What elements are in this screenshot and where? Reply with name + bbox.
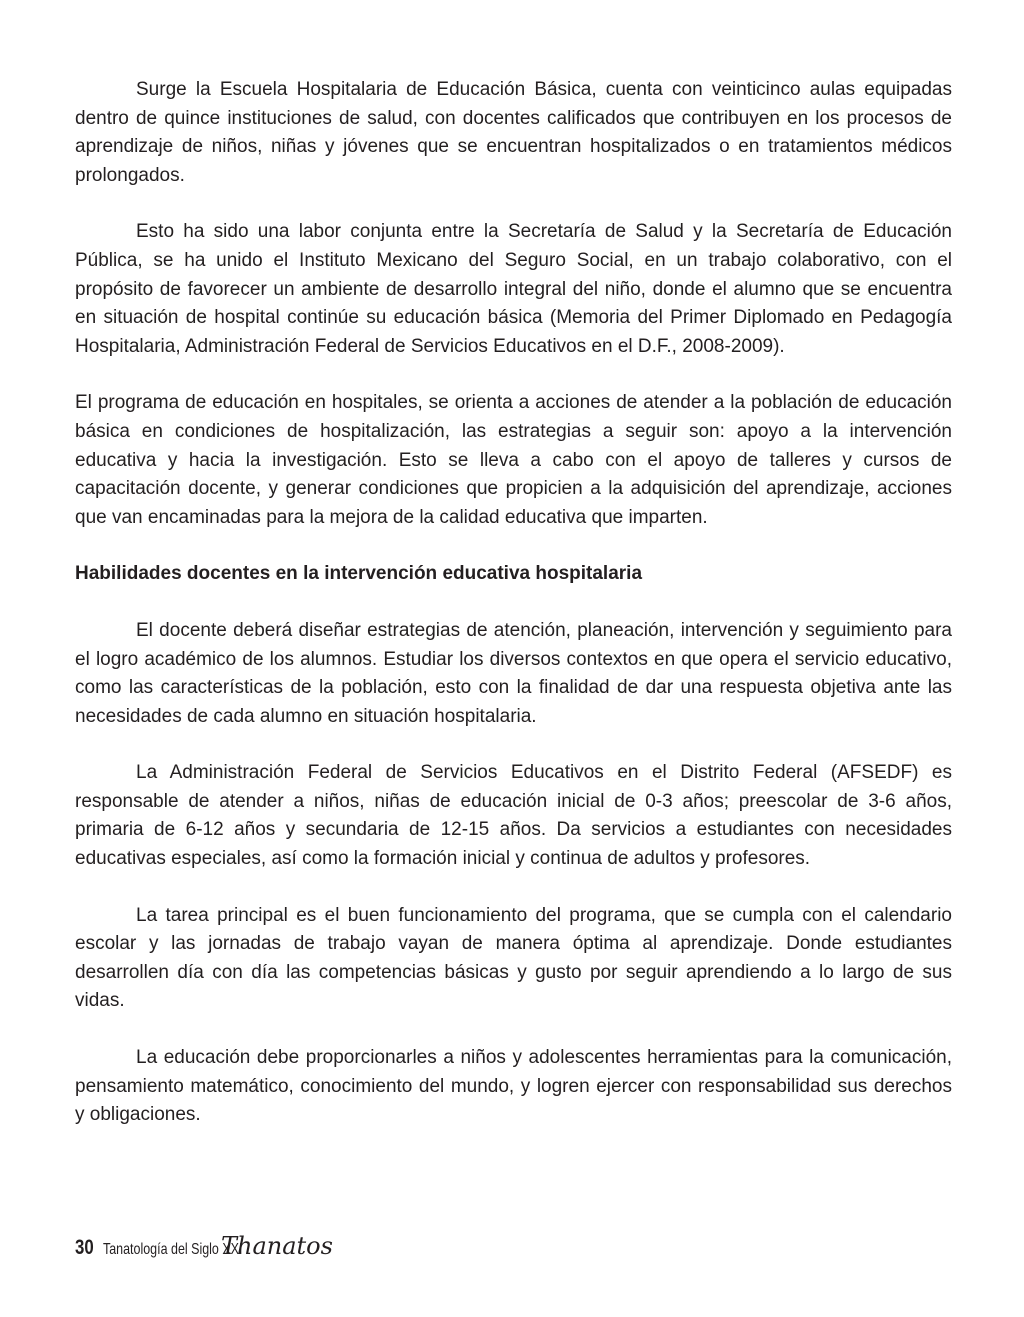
thanatos-logo: Thanatos bbox=[221, 1232, 333, 1260]
paragraph-labor-conjunta: Esto ha sido una labor conjunta entre la Secretaría de Salud y la Secretaría de Educación Pública, se ha unido el Instituto Mexicano del Seguro Social, en un trabajo colaborativo, con el propósito de favorecer un ambiente de desarrollo integral del niño, donde el alumno que se encuentra en situación de hospital continúe su educación básica (Memoria del Primer Diplomado en Pedagogía Hospitalaria, Administración Federal de Servicios Educativos en el D.F., 2008-2009). bbox=[75, 221, 952, 357]
paragraph-escuela-hospitalaria: Surge la Escuela Hospitalaria de Educación Básica, cuenta con veinticinco aulas equipadas dentro de quince instituciones de salud, con docentes calificados que contribuyen en los procesos de aprendizaje de niños, niñas y jóvenes que se encuentran hospitalizados o en tratamientos médicos prolongados. bbox=[75, 79, 952, 186]
page-number: 30 bbox=[75, 1236, 94, 1259]
paragraph-educacion-herramientas: La educación debe proporcionarles a niños y adolescentes herramientas para la comunicación, pensamiento matemático, conocimiento del mundo, y logren ejercer con responsabilidad sus derechos y obligaciones. bbox=[75, 1047, 952, 1126]
page-footer bbox=[75, 1232, 333, 1272]
section-heading: Habilidades docentes en la intervención educativa hospitalaria bbox=[75, 563, 643, 585]
paragraph-afsedf: La Administración Federal de Servicios Educativos en el Distrito Federal (AFSEDF) es responsable de atender a niños, niñas de educación inicial de 0-3 años; preescolar de 3-6 años, primaria de 6-12 años y secundaria de 12-15 años. Da servicios a estudiantes con necesidades educativas especiales, así como la formación inicial y continua de adultos y profesores. bbox=[75, 762, 952, 870]
page-body bbox=[75, 76, 952, 1158]
journal-name: Tanatología del Siglo XXI bbox=[103, 1241, 243, 1258]
paragraph-docente-estrategias: El docente deberá diseñar estrategias de atención, planeación, intervención y seguimiento para el logro académico de los alumnos. Estudiar los diversos contextos en que opera el servicio educativo, como las características de la población, esto con la finalidad de dar una respuesta objetiva ante las necesidades de cada alumno en situación hospitalaria. bbox=[75, 619, 952, 727]
paragraph-tarea-principal: La tarea principal es el buen funcionamiento del programa, que se cumpla con el calendario escolar y las jornadas de trabajo vayan de manera óptima al aprendizaje. Donde estudiantes desarrollen día con día las competencias básicas y gusto por seguir aprendiendo a lo largo de sus vidas. bbox=[75, 904, 952, 1012]
paragraph-programa-educacion: El programa de educación en hospitales, se orienta a acciones de atender a la población de educación básica en condiciones de hospitalización, las estrategias a seguir son: apoyo a la intervención educativa y hacia la investigación. Esto se lleva a cabo con el apoyo de talleres y cursos de capacitación docente, y generar condiciones que propicien a la adquisición del aprendizaje, acciones que van encaminadas para la mejora de la calidad educativa que imparten. bbox=[75, 392, 952, 528]
